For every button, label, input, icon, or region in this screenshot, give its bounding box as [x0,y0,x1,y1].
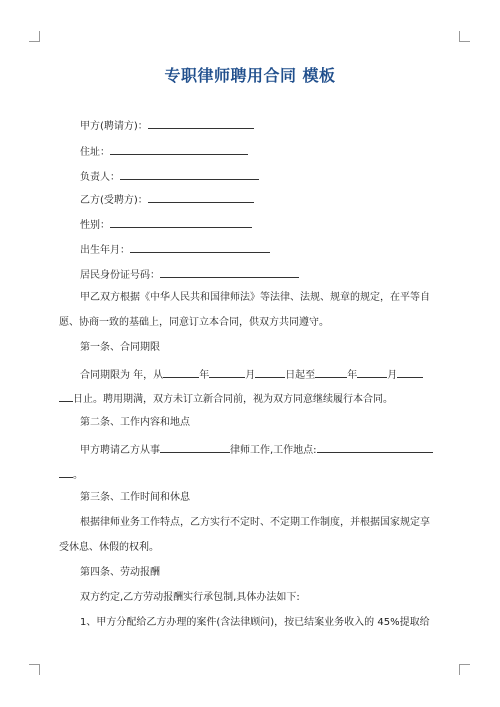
article-2-heading: 第二条、工作内容和地点 [80,417,190,428]
field-gender-blank[interactable] [110,216,252,228]
article-1-heading: 第一条、合同期限 [80,342,160,353]
end-day-blank-a[interactable] [397,366,423,378]
article-2-line-1 [80,441,462,458]
field-birth-blank[interactable] [130,241,270,253]
article-4-heading: 第四条、劳动报酬 [80,567,160,578]
end-year-blank[interactable] [315,366,347,378]
document-title: 专职律师聘用合同 模板 [164,66,336,85]
article-4-line-2: 1、甲方分配给乙方办理的案件(含法律顾问)，按已结案业务收入的 45%提取给 [80,617,430,628]
start-month-blank[interactable] [209,366,245,378]
article-1-line-2 [59,390,441,407]
field-gender-label: 性别： [80,220,110,231]
field-address-label: 住址： [80,147,110,158]
field-birth [80,241,270,258]
start-day-blank[interactable] [255,366,285,378]
crop-mark-bottom-left [29,664,40,675]
field-id-number-blank[interactable] [160,266,299,278]
article-1-year-text: 年 [199,370,210,381]
field-birth-label: 出生年月： [80,245,130,256]
field-party-b-label: 乙方(受聘方)： [80,195,148,206]
field-address [80,143,248,160]
crop-mark-top-left [29,31,40,42]
field-address-blank[interactable] [110,143,248,155]
field-gender [80,216,252,233]
article-3-line-1: 根据律师业务工作特点，乙方实行不定时、不定期工作制度，并根据国家规定享 [80,517,430,528]
field-responsible-label: 负责人： [80,172,120,183]
field-responsible-blank[interactable] [120,168,259,180]
article-3-heading: 第三条、工作时间和休息 [80,492,190,503]
field-responsible [80,168,259,185]
field-party-a [80,117,254,134]
intro-line-2: 愿、协商一致的基础上，同意订立本合同，供双方共同遵守。 [59,317,329,328]
article-1-year2-text: 年 [347,370,358,381]
article-2-location-text: 律师工作,工作地点: [230,445,317,456]
article-3-line-2: 受休息、休假的权利。 [59,542,159,553]
article-1-from-text: 日起至 [285,370,316,381]
article-2-work-text: 甲方聘请乙方从事 [80,445,160,456]
article-1-line-1 [80,366,462,383]
article-1-term-text: 合同期限为 年，从 [80,370,164,381]
field-id-number-label: 居民身份证号码： [80,270,160,281]
field-party-a-blank[interactable] [148,117,254,129]
crop-mark-top-right [459,31,470,42]
start-year-blank[interactable] [163,366,199,378]
article-2-line-2 [59,466,441,483]
article-1-month-text: 月 [245,370,256,381]
work-type-blank[interactable] [160,441,230,453]
article-1-month2-text: 月 [387,370,398,381]
article-2-end-text: 。 [73,470,83,481]
intro-line-1: 甲乙双方根据《中华人民共和国律师法》等法律、法规、规章的规定，在平等自 [80,292,430,303]
field-id-number [80,266,299,283]
field-party-b-blank[interactable] [148,191,254,203]
end-day-blank-b[interactable] [59,390,73,402]
field-party-b [80,191,254,208]
work-location-blank-b[interactable] [59,466,73,478]
crop-mark-bottom-right [459,664,470,675]
field-party-a-label: 甲方(聘请方)： [80,121,148,132]
article-1-renewal-text: 日止。聘用期满，双方未订立新合同前，视为双方同意继续履行本合同。 [73,394,393,405]
work-location-blank-a[interactable] [317,441,433,453]
end-month-blank[interactable] [357,366,387,378]
article-4-line-1: 双方约定,乙方劳动报酬实行承包制,具体办法如下: [80,592,300,603]
